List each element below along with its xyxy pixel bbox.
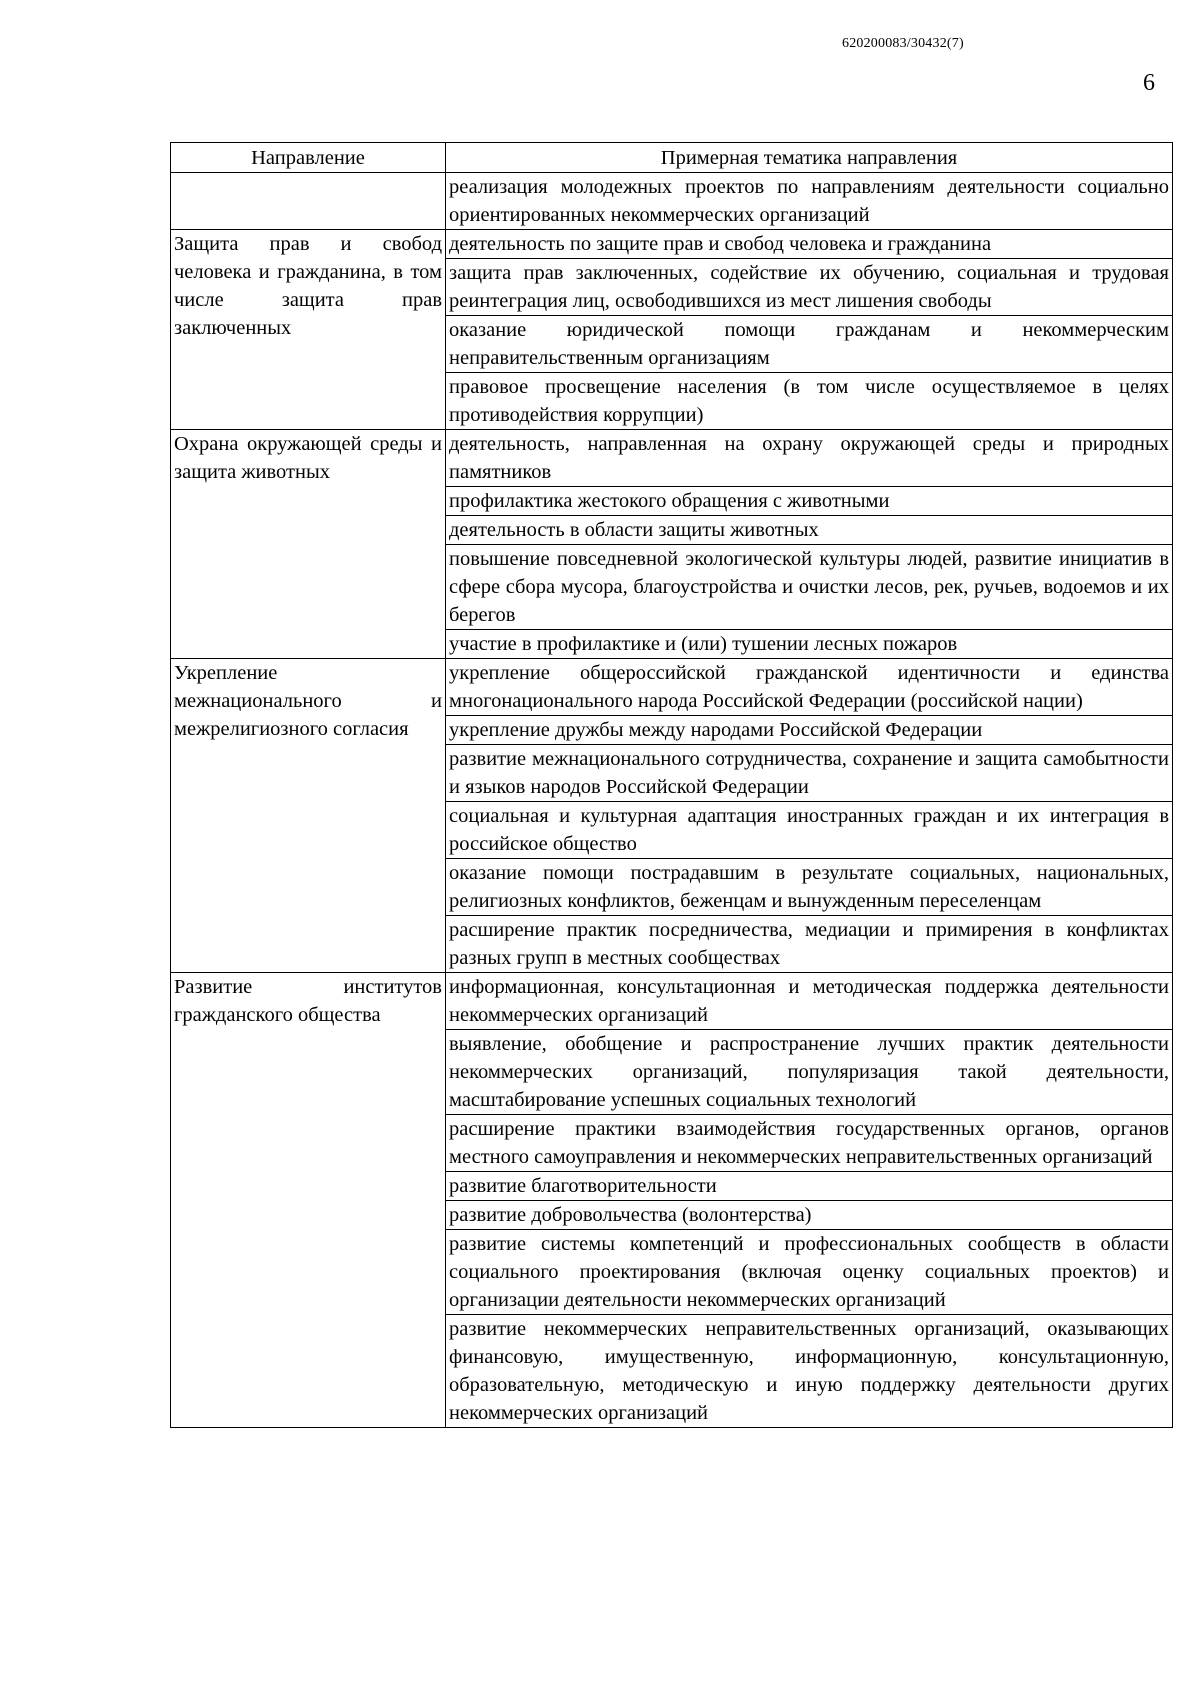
topic-cell: расширение практики взаимодействия государственных органов, органов местного самоуправления и некоммерческих неправительственных организаций	[446, 1115, 1173, 1172]
column-header-topics: Примерная тематика направления	[446, 143, 1173, 173]
table-row	[171, 230, 1173, 259]
topic-cell: деятельность в области защиты животных	[446, 516, 1173, 545]
topic-cell: профилактика жестокого обращения с животными	[446, 487, 1173, 516]
table-header-row	[171, 143, 1173, 173]
topic-cell: развитие системы компетенций и профессиональных сообществ в области социального проектирования (включая оценку социальных проектов) и организации деятельности некоммерческих организаций	[446, 1230, 1173, 1315]
topic-cell: развитие благотворительности	[446, 1172, 1173, 1201]
topic-cell: выявление, обобщение и распространение лучших практик деятельности некоммерческих организаций, популяризация такой деятельности, масштабирование успешных социальных технологий	[446, 1030, 1173, 1115]
table-row	[171, 659, 1173, 716]
topic-cell: укрепление общероссийской гражданской идентичности и единства многонационального народа Российской Федерации (российской нации)	[446, 659, 1173, 716]
document-number: 620200083/30432(7)	[842, 36, 964, 51]
topic-cell: социальная и культурная адаптация иностранных граждан и их интеграция в российское общество	[446, 802, 1173, 859]
direction-cell: Укрепление межнационального и межрелигиозного согласия	[171, 659, 446, 973]
topic-cell: информационная, консультационная и методическая поддержка деятельности некоммерческих организаций	[446, 973, 1173, 1030]
table-body	[171, 173, 1173, 1428]
directions-table	[170, 142, 1173, 1428]
table-row	[171, 973, 1173, 1030]
topic-cell: деятельность, направленная на охрану окружающей среды и природных памятников	[446, 430, 1173, 487]
topic-cell: правовое просвещение населения (в том числе осуществляемое в целях противодействия коррупции)	[446, 373, 1173, 430]
topic-cell: деятельность по защите прав и свобод человека и гражданина	[446, 230, 1173, 259]
topic-cell: развитие некоммерческих неправительственных организаций, оказывающих финансовую, имущественную, информационную, консультационную, образовательную, методическую и иную поддержку деятельности других некоммерческих организаций	[446, 1315, 1173, 1428]
table-row	[171, 430, 1173, 487]
page-number: 6	[1143, 70, 1155, 96]
column-header-direction: Направление	[171, 143, 446, 173]
topic-cell: повышение повседневной экологической культуры людей, развитие инициатив в сфере сбора мусора, благоустройства и очистки лесов, рек, ручьев, водоемов и их берегов	[446, 545, 1173, 630]
topic-cell: расширение практик посредничества, медиации и примирения в конфликтах разных групп в местных сообществах	[446, 916, 1173, 973]
topic-cell: оказание помощи пострадавшим в результате социальных, национальных, религиозных конфликтов, беженцам и вынужденным переселенцам	[446, 859, 1173, 916]
topic-cell: развитие межнационального сотрудничества, сохранение и защита самобытности и языков народов Российской Федерации	[446, 745, 1173, 802]
table-row	[171, 173, 1173, 230]
direction-cell: Развитие институтов гражданского общества	[171, 973, 446, 1428]
topic-cell: развитие добровольчества (волонтерства)	[446, 1201, 1173, 1230]
topic-cell: оказание юридической помощи гражданам и некоммерческим неправительственным организациям	[446, 316, 1173, 373]
topic-cell: реализация молодежных проектов по направлениям деятельности социально ориентированных некоммерческих организаций	[446, 173, 1173, 230]
direction-cell	[171, 173, 446, 230]
direction-cell: Охрана окружающей среды и защита животных	[171, 430, 446, 659]
direction-cell: Защита прав и свобод человека и гражданина, в том числе защита прав заключенных	[171, 230, 446, 430]
topic-cell: защита прав заключенных, содействие их обучению, социальная и трудовая реинтеграция лиц, освободившихся из мест лишения свободы	[446, 259, 1173, 316]
topic-cell: укрепление дружбы между народами Российской Федерации	[446, 716, 1173, 745]
topic-cell: участие в профилактике и (или) тушении лесных пожаров	[446, 630, 1173, 659]
